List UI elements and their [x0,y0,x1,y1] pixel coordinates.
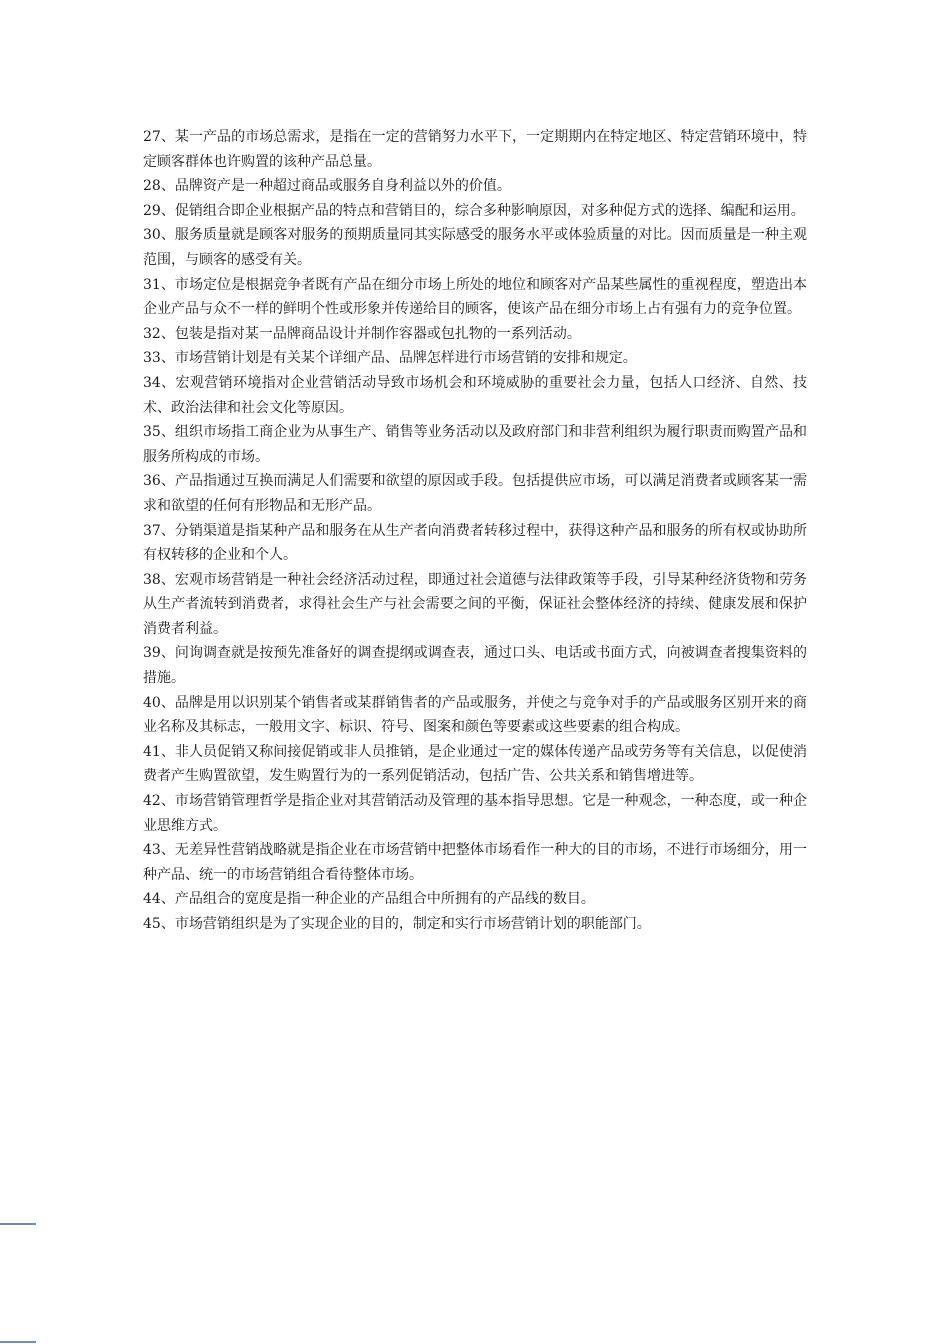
definition-item-37: 37、分销渠道是指某种产品和服务在从生产者向消费者转移过程中，获得这种产品和服务的所有权或协助所有权转移的企业和个人。 [143,522,807,564]
definition-item-40: 40、品牌是用以识别某个销售者或某群销售者的产品或服务，并使之与竞争对手的产品或服务区别开来的商业名称及其标志，一般用文字、标识、符号、图案和颜色等要素或这些要素的组合构成。 [143,694,807,736]
definition-item-34: 34、宏观营销环境指对企业营销活动导致市场机会和环境威胁的重要社会力量，包括人口经济、自然、技术、政治法律和社会文化等原因。 [143,374,807,416]
definition-item-45: 45、市场营销组织是为了实现企业的目的，制定和实行市场营销计划的职能部门。 [143,916,651,932]
definition-item-43: 43、无差异性营销战略就是指企业在市场营销中把整体市场看作一种大的目的市场，不进行市场细分，用一种产品、统一的市场营销组合看待整体市场。 [143,842,807,883]
document-body [143,125,807,937]
left-edge-rule-bottom [0,1341,36,1343]
definition-item-30: 30、服务质量就是顾客对服务的预期质量同其实际感受的服务水平或体验质量的对比。因而质量是一种主观范围，与顾客的感受有关。 [143,227,807,268]
definition-item-44: 44、产品组合的宽度是指一种企业的产品组合中所拥有的产品线的数目。 [143,891,595,908]
definition-item-36: 36、产品指通过互换而满足人们需要和欲望的原因或手段。包括提供应市场，可以满足消费者或顾客某一需求和欲望的任何有形物品和无形产品。 [143,473,807,514]
definition-item-41: 41、非人员促销又称间接促销或非人员推销，是企业通过一定的媒体传递产品或劳务等有关信息，以促使消费者产生购置欲望，发生购置行为的一系列促销活动，包括广告、公共关系和销售增进等。 [143,743,807,785]
left-edge-rule-top [0,1223,36,1225]
definition-item-32: 32、包装是指对某一品牌商品设计并制作容器或包扎物的一系列活动。 [143,325,581,342]
definition-item-38: 38、宏观市场营销是一种社会经济活动过程，即通过社会道德与法律政策等手段，引导某种经济货物和劳务从生产者流转到消费者，求得社会生产与社会需要之间的平衡，保证社会整体经济的持续、健康发展和保护消费者利益。 [143,571,807,637]
definition-item-27: 27、某一产品的市场总需求，是指在一定的营销努力水平下，一定期期内在特定地区、特定营销环境中，特定顾客群体也许购置的该种产品总量。 [143,129,807,170]
definition-item-42: 42、市场营销管理哲学是指企业对其营销活动及管理的基本指导思想。它是一种观念，一种态度，或一种企业思维方式。 [143,793,807,834]
definition-item-39: 39、问询调查就是按预先准备好的调查提纲或调查表，通过口头、电话或书面方式，向被调查者搜集资料的措施。 [143,645,807,687]
definition-item-29: 29、促销组合即企业根据产品的特点和营销目的，综合多种影响原因，对多种促方式的选择、编配和运用。 [143,202,805,219]
definition-item-35: 35、组织市场指工商企业为从事生产、销售等业务活动以及政府部门和非营利组织为履行职责而购置产品和服务所构成的市场。 [143,424,807,465]
definition-item-33: 33、市场营销计划是有关某个详细产品、品牌怎样进行市场营销的安排和规定。 [143,350,637,367]
definition-item-28: 28、品牌资产是一种超过商品或服务自身利益以外的价值。 [143,178,511,195]
definition-item-31: 31、市场定位是根据竞争者既有产品在细分市场上所处的地位和顾客对产品某些属性的重视程度，塑造出本企业产品与众不一样的鲜明个性或形象并传递给目的顾客，使该产品在细分市场上占有强有力的竞争位置。 [143,276,807,318]
